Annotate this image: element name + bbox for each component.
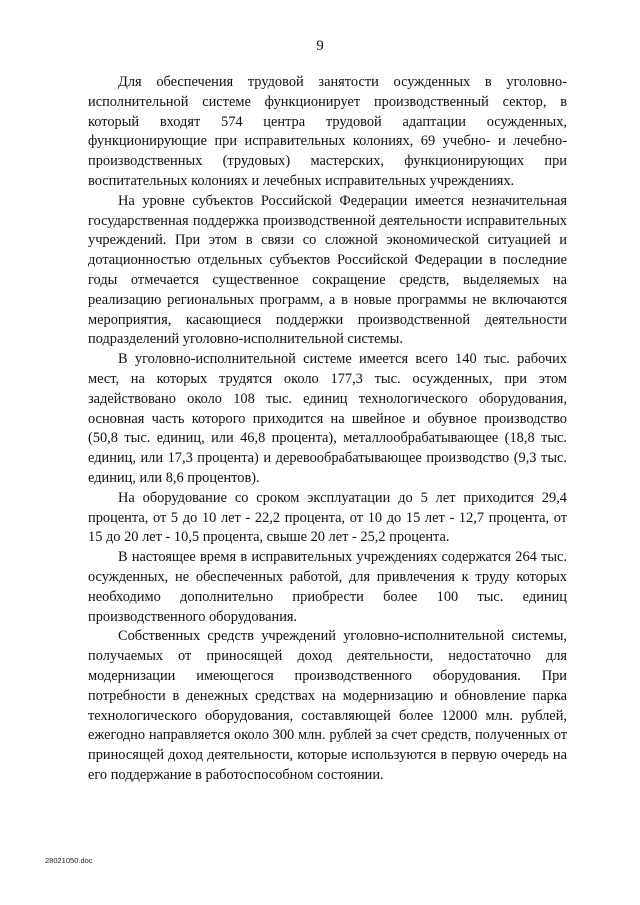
- paragraph-5: В настоящее время в исправительных учреждениях содержатся 264 тыс. осужденных, не обеспеченных работой, для привлечения к труду которых необходимо дополнительно приобрести более 100 тыс. единиц производственного оборудования.: [88, 549, 567, 625]
- paragraph-2: На уровне субъектов Российской Федерации имеется незначительная государственная поддержка производственной деятельности исправительных учреждений. При этом в связи со сложной экономической ситуацией и дотационностью отдельных субъектов Российской Федерации в последние годы отмечается существенное сокращение средств, выделяемых на реализацию региональных программ, а в новые программы не включаются мероприятия, касающиеся поддержки производственной деятельности подразделений уголовно-исполнительной системы.: [88, 192, 567, 348]
- paragraph-1: Для обеспечения трудовой занятости осужденных в уголовно-исполнительной системе функционирует производственный сектор, в который входят 574 центра трудовой адаптации осужденных, функционирующие при исправительных колониях, 69 учебно- и лечебно-производственных (трудовых) мастерских, функционирующих при воспитательных колониях и лечебных исправительных учреждениях.: [88, 74, 567, 189]
- paragraph-6: Собственных средств учреждений уголовно-исполнительной системы, получаемых от приносящей доход деятельности, недостаточно для модернизации имеющегося производственного оборудования. При потребности в денежных средствах на модернизацию и обновление парка технологического оборудования, составляющей более 12000 млн. рублей, ежегодно направляется около 300 млн. рублей за счет средств, полученных от приносящей доход деятельности, которые используются в первую очередь на его поддержание в работоспособном состоянии.: [88, 628, 567, 783]
- paragraph-4: На оборудование со сроком эксплуатации до 5 лет приходится 29,4 процента, от 5 до 10 лет - 22,2 процента, от 10 до 15 лет - 12,7 процента, от 15 до 20 лет - 10,5 процента, свыше 20 лет - 25,2 процента.: [88, 489, 567, 546]
- page-number: 9: [316, 38, 324, 54]
- body-text: [88, 73, 567, 786]
- paragraph-3: В уголовно-исполнительной системе имеется всего 140 тыс. рабочих мест, на которых трудятся около 177,3 тыс. осужденных, при этом задействовано около 108 тыс. единиц технологического оборудования, основная часть которого приходится на швейное и обувное производство (50,8 тыс. единиц, или 46,8 процента), металлообрабатывающее (18,8 тыс. единиц, или 17,3 процента) и деревообрабатывающее производство (9,3 тыс. единиц, или 8,6 процентов).: [88, 351, 567, 486]
- footer-filename: 28021050.doc: [45, 856, 93, 865]
